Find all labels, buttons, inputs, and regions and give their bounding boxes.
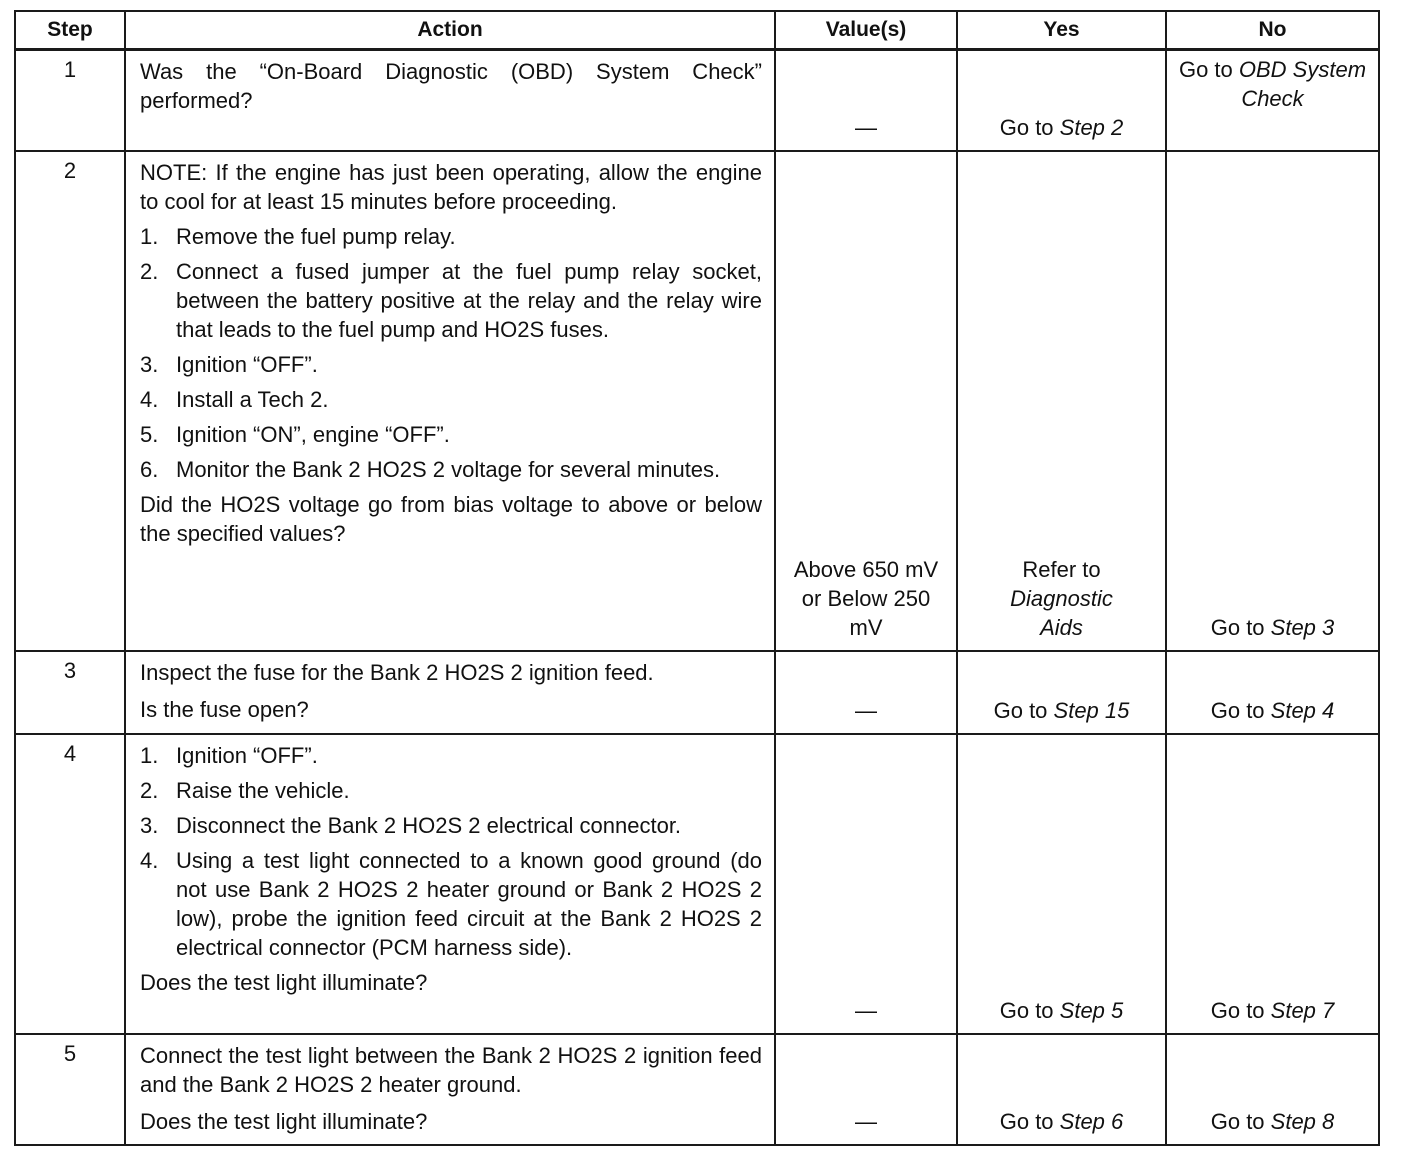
no-link: Step 7 (1270, 997, 1335, 1023)
action-cell (125, 734, 775, 1034)
step-number: 1 (15, 50, 125, 151)
list-item (140, 741, 762, 770)
header-no: No (1166, 11, 1379, 50)
item-number: 2. (140, 258, 159, 284)
action-cell (125, 651, 775, 734)
action-question: Does the test light illuminate? (140, 969, 428, 995)
no-cell (1166, 1034, 1379, 1145)
list-item (140, 776, 762, 805)
action-cell (125, 1034, 775, 1145)
list-item (140, 350, 762, 379)
yes-cell (957, 734, 1166, 1034)
step-number: 2 (15, 151, 125, 651)
header-row (15, 11, 1379, 50)
item-text: Install a Tech 2. (176, 386, 329, 412)
item-number: 1. (140, 223, 159, 249)
action-steps (140, 741, 762, 962)
no-cell (1166, 651, 1379, 734)
action-steps (140, 222, 762, 484)
step-number: 5 (15, 1034, 125, 1145)
action-question: Was the “On-Board Diagnostic (OBD) System Check” performed? (140, 59, 762, 113)
list-item (140, 385, 762, 414)
yes-link: Step 2 (1059, 114, 1124, 140)
table-row (15, 151, 1379, 651)
item-text: Ignition “OFF”. (176, 742, 318, 768)
value-cell: — (775, 651, 957, 734)
no-link: OBD System Check (1238, 57, 1367, 111)
value-cell: — (775, 50, 957, 151)
header-yes: Yes (957, 11, 1166, 50)
list-item (140, 222, 762, 251)
action-intro: Inspect the fuse for the Bank 2 HO2S 2 ignition feed. (140, 659, 654, 685)
yes-cell (957, 1034, 1166, 1145)
item-number: 1. (140, 742, 159, 768)
yes-prefix: Go to (999, 114, 1060, 140)
item-text: Using a test light connected to a known good ground (do not use Bank 2 HO2S 2 heater ground or Bank 2 HO2S 2 low), probe the ignition feed circuit at the Bank 2 HO2S 2 electrical connector (PCM harness side). (176, 847, 762, 960)
item-number: 2. (140, 777, 159, 803)
action-question: Does the test light illuminate? (140, 1108, 428, 1134)
value-cell: — (775, 1034, 957, 1145)
item-number: 3. (140, 351, 159, 377)
action-intro: Connect the test light between the Bank 2 HO2S 2 ignition feed and the Bank 2 HO2S 2 heater ground. (140, 1042, 762, 1097)
no-link: Step 3 (1270, 614, 1335, 640)
table-row (15, 1034, 1379, 1145)
item-number: 5. (140, 421, 159, 447)
list-item (140, 846, 762, 962)
step-number: 4 (15, 734, 125, 1034)
item-text: Monitor the Bank 2 HO2S 2 voltage for several minutes. (176, 456, 721, 482)
item-text: Remove the fuel pump relay. (176, 223, 456, 249)
no-cell (1166, 151, 1379, 651)
item-text: Connect a fused jumper at the fuel pump relay socket, between the battery positive at the relay and the relay wire that leads to the fuel pump and HO2S fuses. (176, 258, 762, 342)
list-item (140, 811, 762, 840)
yes-link: Step 6 (1059, 1108, 1124, 1134)
value-cell: — (775, 734, 957, 1034)
action-note: NOTE: If the engine has just been operating, allow the engine to cool for at least 15 minutes before proceeding. (140, 159, 762, 214)
yes-link: Step 15 (1053, 697, 1130, 723)
header-values: Value(s) (775, 11, 957, 50)
yes-cell (957, 50, 1166, 151)
no-prefix: Go to (1178, 57, 1239, 82)
action-question: Is the fuse open? (140, 696, 309, 722)
action-cell (125, 151, 775, 651)
no-prefix: Go to (1210, 697, 1271, 723)
item-text: Ignition “OFF”. (176, 351, 318, 377)
list-item (140, 420, 762, 449)
yes-prefix: Refer to (1022, 556, 1101, 582)
yes-prefix: Go to (993, 697, 1054, 723)
yes-cell (957, 651, 1166, 734)
list-item (140, 257, 762, 344)
item-number: 4. (140, 386, 159, 412)
table-row (15, 734, 1379, 1034)
step-number: 3 (15, 651, 125, 734)
item-text: Ignition “ON”, engine “OFF”. (176, 421, 450, 447)
diagnostic-table (14, 10, 1380, 1146)
item-number: 3. (140, 812, 159, 838)
yes-cell (957, 151, 1166, 651)
action-cell (125, 50, 775, 151)
list-item (140, 455, 762, 484)
header-step: Step (15, 11, 125, 50)
action-question: Did the HO2S voltage go from bias voltage to above or below the specified values? (140, 491, 762, 546)
item-text: Raise the vehicle. (176, 777, 350, 803)
no-cell (1166, 50, 1379, 151)
yes-prefix: Go to (999, 1108, 1060, 1134)
no-cell (1166, 734, 1379, 1034)
value-cell: Above 650 mV or Below 250 mV (775, 151, 957, 651)
no-link: Step 8 (1270, 1108, 1335, 1134)
item-number: 4. (140, 847, 159, 873)
no-prefix: Go to (1210, 997, 1271, 1023)
no-link: Step 4 (1270, 697, 1335, 723)
no-prefix: Go to (1210, 614, 1271, 640)
item-number: 6. (140, 456, 159, 482)
yes-link: Step 5 (1059, 997, 1124, 1023)
no-prefix: Go to (1210, 1108, 1271, 1134)
table-row (15, 651, 1379, 734)
item-text: Disconnect the Bank 2 HO2S 2 electrical connector. (176, 812, 682, 838)
table-row (15, 50, 1379, 151)
header-action: Action (125, 11, 775, 50)
yes-prefix: Go to (999, 997, 1060, 1023)
yes-link: Diagnostic Aids (1010, 585, 1113, 640)
